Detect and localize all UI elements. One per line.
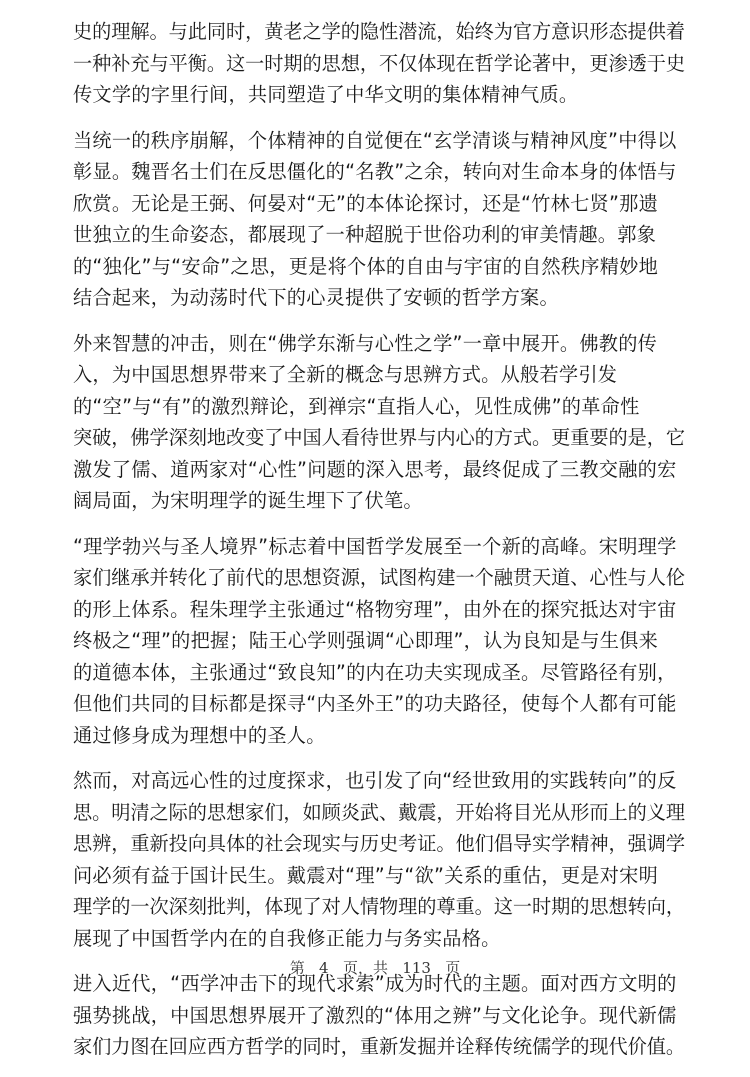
paragraph-2 <box>73 125 685 314</box>
text-line: 强势挑战，中国思想界展开了激烈的“体用之辨”与文化论争。现代新儒 <box>73 1003 677 1027</box>
text-line: 思辨，重新投向具体的社会现实与历史考证。他们倡导实学精神，强调学 <box>73 832 685 855</box>
paragraph-1 <box>73 16 685 111</box>
text-line: 终极之“理”的把握；陆王心学则强调“心即理”，认为良知是与生俱来 <box>73 629 659 652</box>
text-line: 的“空”与“有”的激烈辩论，到禅宗“直指人心，见性成佛”的革命性 <box>73 394 640 418</box>
text-line: 入，为中国思想界带来了全新的概念与思辨方式。从般若学引发 <box>73 363 618 386</box>
text-line: 思。明清之际的思想家们，如顾炎武、戴震，开始将目光从形而上的义理 <box>73 800 685 824</box>
text-line: 传文学的字里行间，共同塑造了中华文明的集体精神气质。 <box>73 83 579 106</box>
page-number-footer <box>0 957 750 978</box>
text-line: 理学的一次深刻批判，体现了对人情物理的尊重。这一时期的思想转向， <box>73 895 685 918</box>
text-line: 当统一的秩序崩解，个体精神的自觉便在“玄学清谈与精神风度”中得以 <box>73 128 677 152</box>
text-line: 进入近代，“西学冲击下的现代求索”成为时代的主题。面对西方文明的 <box>73 972 677 995</box>
text-line: 家们力图在回应西方哲学的同时，重新发掘并诠释传统儒学的现代价值。 <box>73 1035 685 1058</box>
text-line: 史的理解。与此同时，黄老之学的隐性潜流，始终为官方意识形态提供着 <box>73 20 685 43</box>
paragraph-4 <box>73 531 685 752</box>
text-line: 展现了中国哲学内在的自我修正能力与务实品格。 <box>73 926 501 950</box>
text-line: 激发了儒、道两家对“心性”问题的深入思考，最终促成了三教交融的宏 <box>73 457 677 481</box>
text-line: 外来智慧的冲击，则在“佛学东渐与心性之学”一章中展开。佛教的传 <box>73 331 658 355</box>
text-line: 阔局面，为宋明理学的诞生埋下了伏笔。 <box>73 489 423 512</box>
text-line: 结合起来，为动荡时代下的心灵提供了安顿的哲学方案。 <box>73 286 559 309</box>
footer-prefix: 第 <box>289 959 305 977</box>
paragraph-6 <box>73 968 685 1063</box>
text-line: “理学勃兴与圣人境界”标志着中国哲学发展至一个新的高峰。宋明理学 <box>73 534 677 558</box>
text-line: 世独立的生命姿态，都展现了一种超脱于世俗功利的审美情趣。郭象 <box>73 223 657 246</box>
text-line: 一种补充与平衡。这一时期的思想，不仅体现在哲学论著中，更渗透于史 <box>73 51 685 75</box>
current-page-number: 4 <box>319 959 329 977</box>
page-body <box>73 16 685 1077</box>
text-line: 但他们共同的目标都是探寻“内圣外王”的功夫路径，使每个人都有可能 <box>73 692 677 715</box>
paragraph-3 <box>73 328 685 517</box>
text-line: 然而，对高远心性的过度探求，也引发了向“经世致用的实践转向”的反 <box>73 769 677 792</box>
total-page-count: 113 <box>402 959 431 977</box>
text-line: 的道德本体，主张通过“致良知”的内在功夫实现成圣。尽管路径有别， <box>73 660 677 684</box>
paragraph-5 <box>73 765 685 954</box>
text-line: 的形上体系。程朱理学主张通过“格物穷理”，由外在的探究抵达对宇宙 <box>73 597 677 621</box>
text-line: 欣赏。无论是王弼、何晏对“无”的本体论探讨，还是“竹林七贤”那遗 <box>73 191 659 215</box>
text-line: 突破，佛学深刻地改变了中国人看待世界与内心的方式。更重要的是，它 <box>73 426 685 449</box>
footer-middle: 页，共 <box>342 959 388 977</box>
text-line: 问必须有益于国计民生。戴震对“理”与“欲”关系的重估，更是对宋明 <box>73 863 659 887</box>
footer-suffix: 页 <box>445 959 461 977</box>
text-line: 彰显。魏晋名士们在反思僵化的“名教”之余，转向对生命本身的体悟与 <box>73 160 677 183</box>
text-line: 家们继承并转化了前代的思想资源，试图构建一个融贯天道、心性与人伦 <box>73 566 685 589</box>
text-line: 通过修身成为理想中的圣人。 <box>73 723 326 747</box>
text-line: 的“独化”与“安命”之思，更是将个体的自由与宇宙的自然秩序精妙地 <box>73 254 659 278</box>
